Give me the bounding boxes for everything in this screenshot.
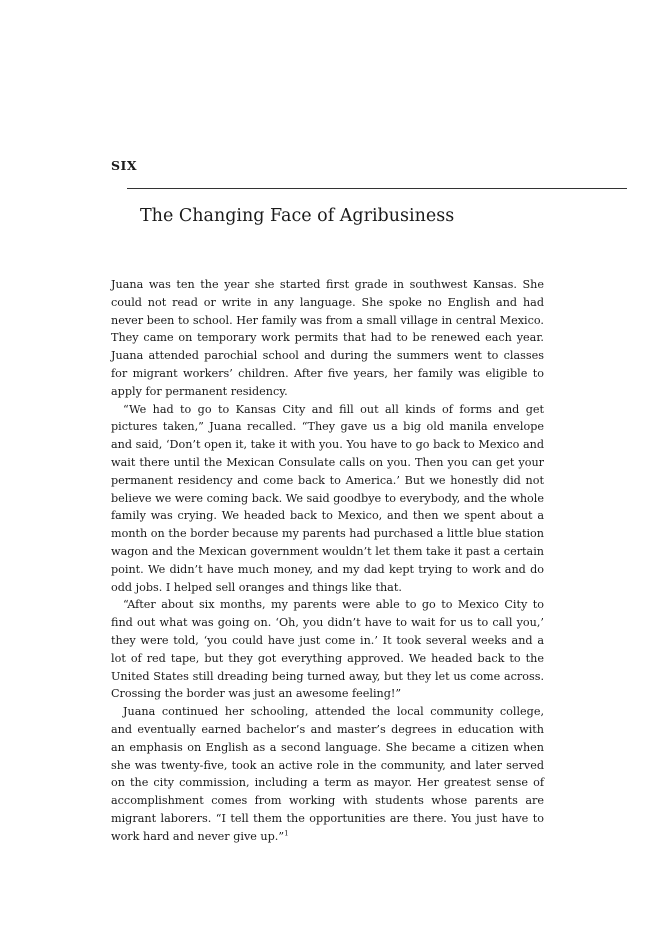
chapter-number: SIX (111, 158, 138, 173)
body-text (111, 276, 544, 846)
chapter-title: The Changing Face of Agribusiness (140, 206, 455, 226)
paragraph-1: Juana was ten the year she started first grade in southwest Kansas. She could not read or write in any language. She spoke no English and had never been to school. Her family was from a small village in central Mexico. They came on temporary work permits that had to be renewed each year. Juana attended parochial school and during the summers went to classes for migrant workers’ children. After five years, her family was eligible to apply for permanent residency. (111, 278, 544, 398)
chapter-rule (127, 188, 627, 189)
paragraph-4 (111, 703, 544, 845)
paragraph-3: “After about six months, my parents were able to go to Mexico City to find out what was going on. ‘Oh, you didn’t have to wait for us to call you,’ they were told, ‘you could have just come in.’ It took several weeks and a lot of red tape, but they got everything approved. We headed back to the United States still dreading being turned away, but they let us come across. Crossing the border was just an awesome feeling!” (111, 598, 544, 701)
paragraph-2: “We had to go to Kansas City and fill out all kinds of forms and get pictures taken,” Juana recalled. “They gave us a big old manila envelope and said, ‘Don’t open it, take it with you. You have to go back to Mexico and wait there until the Mexican Consulate calls on you. Then you can get your permanent residency and come back to America.’ But we honestly did not believe we were coming back. We said goodbye to everybody, and the whole family was crying. We headed back to Mexico, and then we spent about a month on the border because my parents had purchased a little blue station wagon and the Mexican government wouldn’t let them take it past a certain point. We didn’t have much money, and my dad kept trying to work and do odd jobs. I helped sell oranges and things like that. (111, 402, 544, 594)
paragraph-4-text: Juana continued her schooling, attended the local community college, and eventually earned bachelor’s and master’s degrees in education with an emphasis on English as a second language. She became a citizen when she was twenty-five, took an active role in the community, and later served on the city commission, including a term as mayor. Her greatest sense of accomplishment comes from working with students whose parents are migrant laborers. “I tell them the opportunities are there. You just have to work hard and never give up.” (111, 705, 544, 843)
footnote-marker[interactable]: 1 (284, 828, 289, 837)
